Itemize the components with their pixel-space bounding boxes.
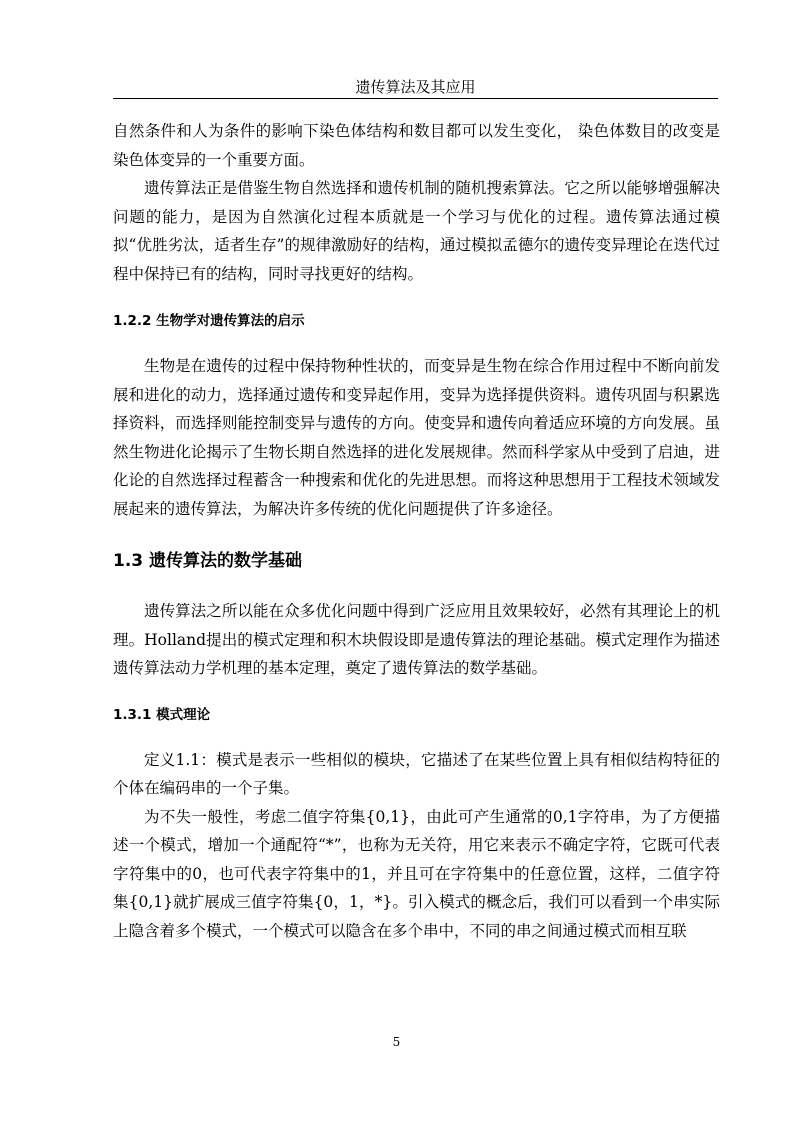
paragraph-schema-definition: 定义1.1：模式是表示一些相似的模块，它描述了在某些位置上具有相似结构特征的个体在编码串的一个子集。 — [113, 750, 720, 797]
paragraph-biology-inspiration: 生物是在遗传的过程中保持物种性状的，而变异是生物在综合作用过程中不断向前发展和进化的动力，选择通过遗传和变异起作用，变异为选择提供资料。遗传巩固与积累选择资料，而选择则能控制变异与遗传的方向。使变异和遗传向着适应环境的方向发展。虽然生物进化论揭示了生物长期自然选择的进化发展规律。然而科学家从中受到了启迪，进化论的自然选择过程蓄含一种搜索和优化的先进思想。而将这种思想用于工程技术领域发展起来的遗传算法，为解决许多传统的优化问题提供了许多途径。 — [113, 357, 720, 518]
page-number: 5 — [392, 1035, 401, 1049]
header-divider — [113, 98, 718, 99]
section-heading-1-2-2: 1.2.2 生物学对遗传算法的启示 — [113, 313, 305, 329]
section-heading-1-3-1: 1.3.1 模式理论 — [113, 706, 211, 723]
page-body — [113, 117, 720, 945]
section-heading-1-3: 1.3 遗传算法的数学基础 — [113, 551, 303, 571]
paragraph-chromosome-variation: 自然条件和人为条件的影响下染色体结构和数目都可以发生变化， 染色体数目的改变是染色体变异的一个重要方面。 — [113, 122, 720, 169]
paragraph-math-foundation: 遗传算法之所以能在众多优化问题中得到广泛应用且效果较好，必然有其理论上的机理。Holland提出的模式定理和积木块假设即是遗传算法的理论基础。模式定理作为描述遗传算法动力学机理的基本定理，奠定了遗传算法的数学基础。 — [113, 602, 720, 677]
paragraph-binary-alphabet: 为不失一般性，考虑二值字符集{0,1}，由此可产生通常的0,1字符串，为了方便描述一个模式，增加一个通配符“*”，也称为无关符，用它来表示不确定字符，它既可代表字符集中的0，也可代表字符集中的1，并且可在字符集中的任意位置，这样，二值字符集{0,1}就扩展成三值字符集{0，1，*}。引入模式的概念后，我们可以看到一个串实际上隐含着多个模式，一个模式可以隐含在多个串中，不同的串之间通过模式而相互联 — [113, 807, 720, 940]
running-header: 遗传算法及其应用 — [355, 78, 476, 96]
paragraph-ga-definition: 遗传算法正是借鉴生物自然选择和遗传机制的随机搜索算法。它之所以能够增强解决问题的能力，是因为自然演化过程本质就是一个学习与优化的过程。遗传算法通过模拟“优胜劣汰，适者生存”的规律激励好的结构，通过模拟孟德尔的遗传变异理论在迭代过程中保持已有的结构，同时寻找更好的结构。 — [113, 179, 720, 283]
